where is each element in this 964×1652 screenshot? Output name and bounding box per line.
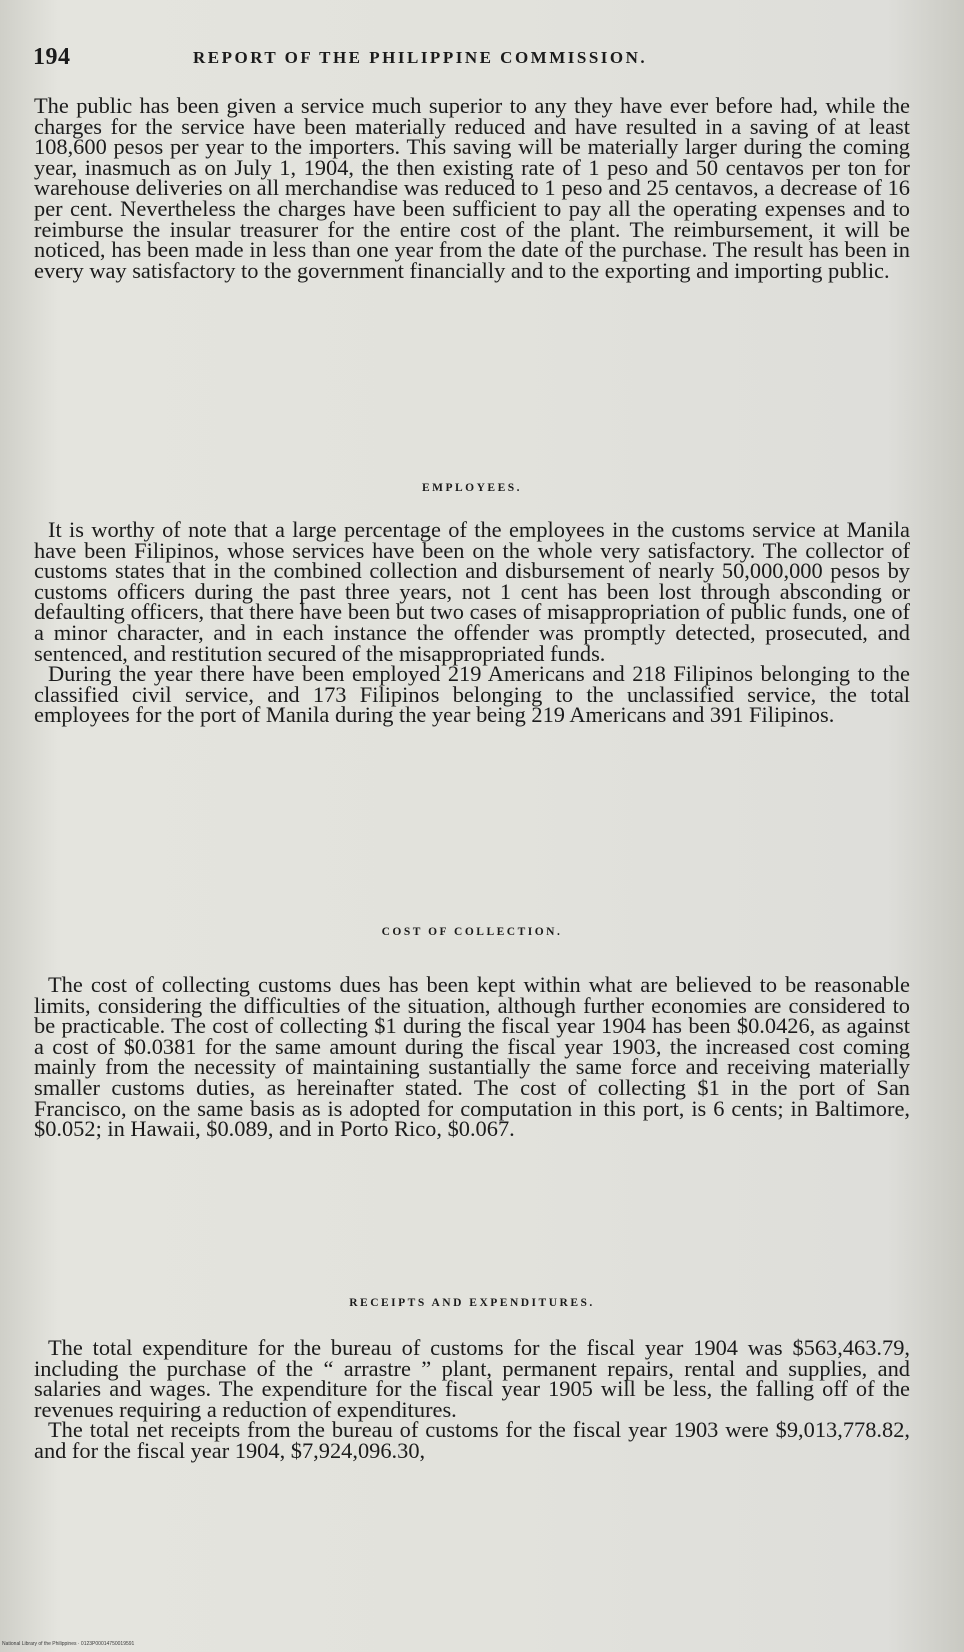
paragraph-block-1 (34, 93, 910, 283)
section-heading-cost-of-collection: COST OF COLLECTION. (381, 926, 563, 938)
paragraph-block-3 (34, 972, 910, 1142)
paragraph-employees-note: It is worthy of note that a large percentage of the employees in the customs service at Manila have been Filipinos, whose services have been on the whole very satisfactory. The collector of customs states that in the combined collection and disbursement of nearly 50,000,000 pesos by customs officers during the past three years, not 1 cent has been lost through absconding or defaulting officers, that there have been but two cases of misappropriation of public funds, one of a minor character, and in each instance the offender was promptly detected, prosecuted, and sentenced, and restitution secured of the misappropriated funds. (34, 517, 910, 666)
paragraph-public-service: The public has been given a service much superior to any they have ever before had, while the charges for the service have been materially reduced and have resulted in a saving of at least 108,600 pesos per year to the importers. This saving will be materially larger during the coming year, inasmuch as on July 1, 1904, the then existing rate of 1 peso and 50 centavos per ton for warehouse deliveries on all merchandise was reduced to 1 peso and 25 centavos, a decrease of 16 per cent. Nevertheless the charges have been sufficient to pay all the operating expenses and to reimburse the insular treasurer for the entire cost of the plant. The reimbursement, it will be noticed, has been made in less than one year from the date of the purchase. The result has been in every way satisfactory to the government financially and to the exporting and importing public. (34, 93, 910, 283)
paragraph-total-expenditure: The total expenditure for the bureau of customs for the fiscal year 1904 was $563,463.79, including the purchase of the “ arrastre ” plant, permanent repairs, rental and supplies, and salaries and wages. The expenditure for the fiscal year 1905 will be less, the falling off of the revenues requiring a reduction of expenditures. (34, 1335, 910, 1422)
paragraph-block-4 (34, 1335, 910, 1463)
paragraph-employees-count: During the year there have been employed 219 Americans and 218 Filipinos belonging to the classified civil service, and 173 Filipinos belonging to the unclassified service, the total employees for the port of Manila during the year being 219 Americans and 391 Filipinos. (34, 661, 910, 728)
report-title: REPORT OF THE PHILIPPINE COMMISSION. (193, 48, 648, 67)
paragraph-net-receipts: The total net receipts from the bureau of customs for the fiscal year 1903 were $9,013,778.82, and for the fiscal year 1904, $7,924,096.30, (34, 1417, 910, 1463)
section-heading-employees: EMPLOYEES. (421, 482, 523, 494)
page-number: 194 (33, 44, 71, 70)
section-heading-receipts-expenditures: RECEIPTS AND EXPENDITURES. (349, 1297, 595, 1309)
paragraph-cost-of-collection: The cost of collecting customs dues has been kept within what are believed to be reasonable limits, considering the difficulties of the situation, although further economies are considered to be practicable. The cost of collecting $1 during the fiscal year 1904 has been $0.0426, as against a cost of $0.0381 for the same amount during the fiscal year 1903, the increased cost coming mainly from the necessity of maintaining sustantially the same force and receiving materially smaller customs duties, as hereinafter stated. The cost of collecting $1 in the port of San Francisco, on the same basis as is adopted for computation in this port, is 6 cents; in Baltimore, $0.052; in Hawaii, $0.089, and in Porto Rico, $0.067. (34, 972, 910, 1142)
library-stamp: National Library of the Philippines · 0123P00014750019591 (2, 1641, 135, 1647)
running-header (33, 44, 913, 74)
paragraph-block-2 (34, 517, 910, 728)
